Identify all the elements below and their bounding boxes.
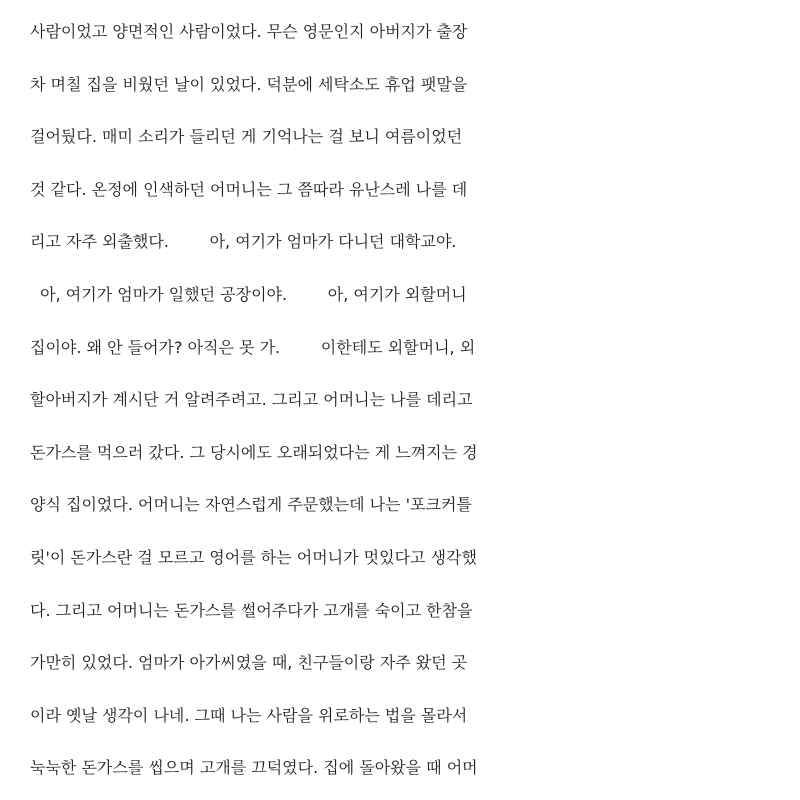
- text-line-6: 아, 여기가 엄마가 일했던 공장이야. 아, 여기가 외할머니: [30, 284, 467, 304]
- text-line-15: 눅눅한 돈가스를 씹으며 고개를 끄덕였다. 집에 돌아왔을 때 어머: [30, 758, 478, 778]
- text-line-7: 집이야. 왜 안 들어가? 아직은 못 가. 이한테도 외할머니, 외: [30, 337, 476, 357]
- text-line-14: 이라 옛날 생각이 나네. 그때 나는 사람을 위로하는 법을 몰라서: [30, 705, 468, 725]
- text-line-2: 차 며칠 집을 비웠던 날이 있었다. 덕분에 세탁소도 휴업 팻말을: [30, 74, 468, 94]
- text-line-3: 걸어뒀다. 매미 소리가 들리던 게 기억나는 걸 보니 여름이었던: [30, 127, 463, 147]
- text-line-5: 리고 자주 외출했다. 아, 여기가 엄마가 다니던 대학교야.: [30, 232, 457, 252]
- text-line-9: 돈가스를 먹으러 갔다. 그 당시에도 오래되었다는 게 느껴지는 경: [30, 442, 478, 462]
- text-line-11: 릿'이 돈가스란 걸 모르고 영어를 하는 어머니가 멋있다고 생각했: [30, 547, 477, 567]
- text-line-4: 것 같다. 온정에 인색하던 어머니는 그 쯤따라 유난스레 나를 데: [30, 179, 468, 199]
- text-line-1: 사람이었고 양면적인 사람이었다. 무슨 영문인지 아버지가 출장: [30, 22, 468, 41]
- text-line-8: 할아버지가 계시단 거 알려주려고. 그리고 어머니는 나를 데리고: [30, 390, 473, 410]
- text-line-13: 가만히 있었다. 엄마가 아가씨였을 때, 친구들이랑 자주 왔던 곳: [30, 653, 468, 673]
- text-line-12: 다. 그리고 어머니는 돈가스를 썰어주다가 고개를 숙이고 한참을: [30, 600, 473, 620]
- document-text-body: [30, 6, 790, 795]
- text-line-10: 양식 집이었다. 어머니는 자연스럽게 주문했는데 나는 '포크커틀: [30, 495, 472, 515]
